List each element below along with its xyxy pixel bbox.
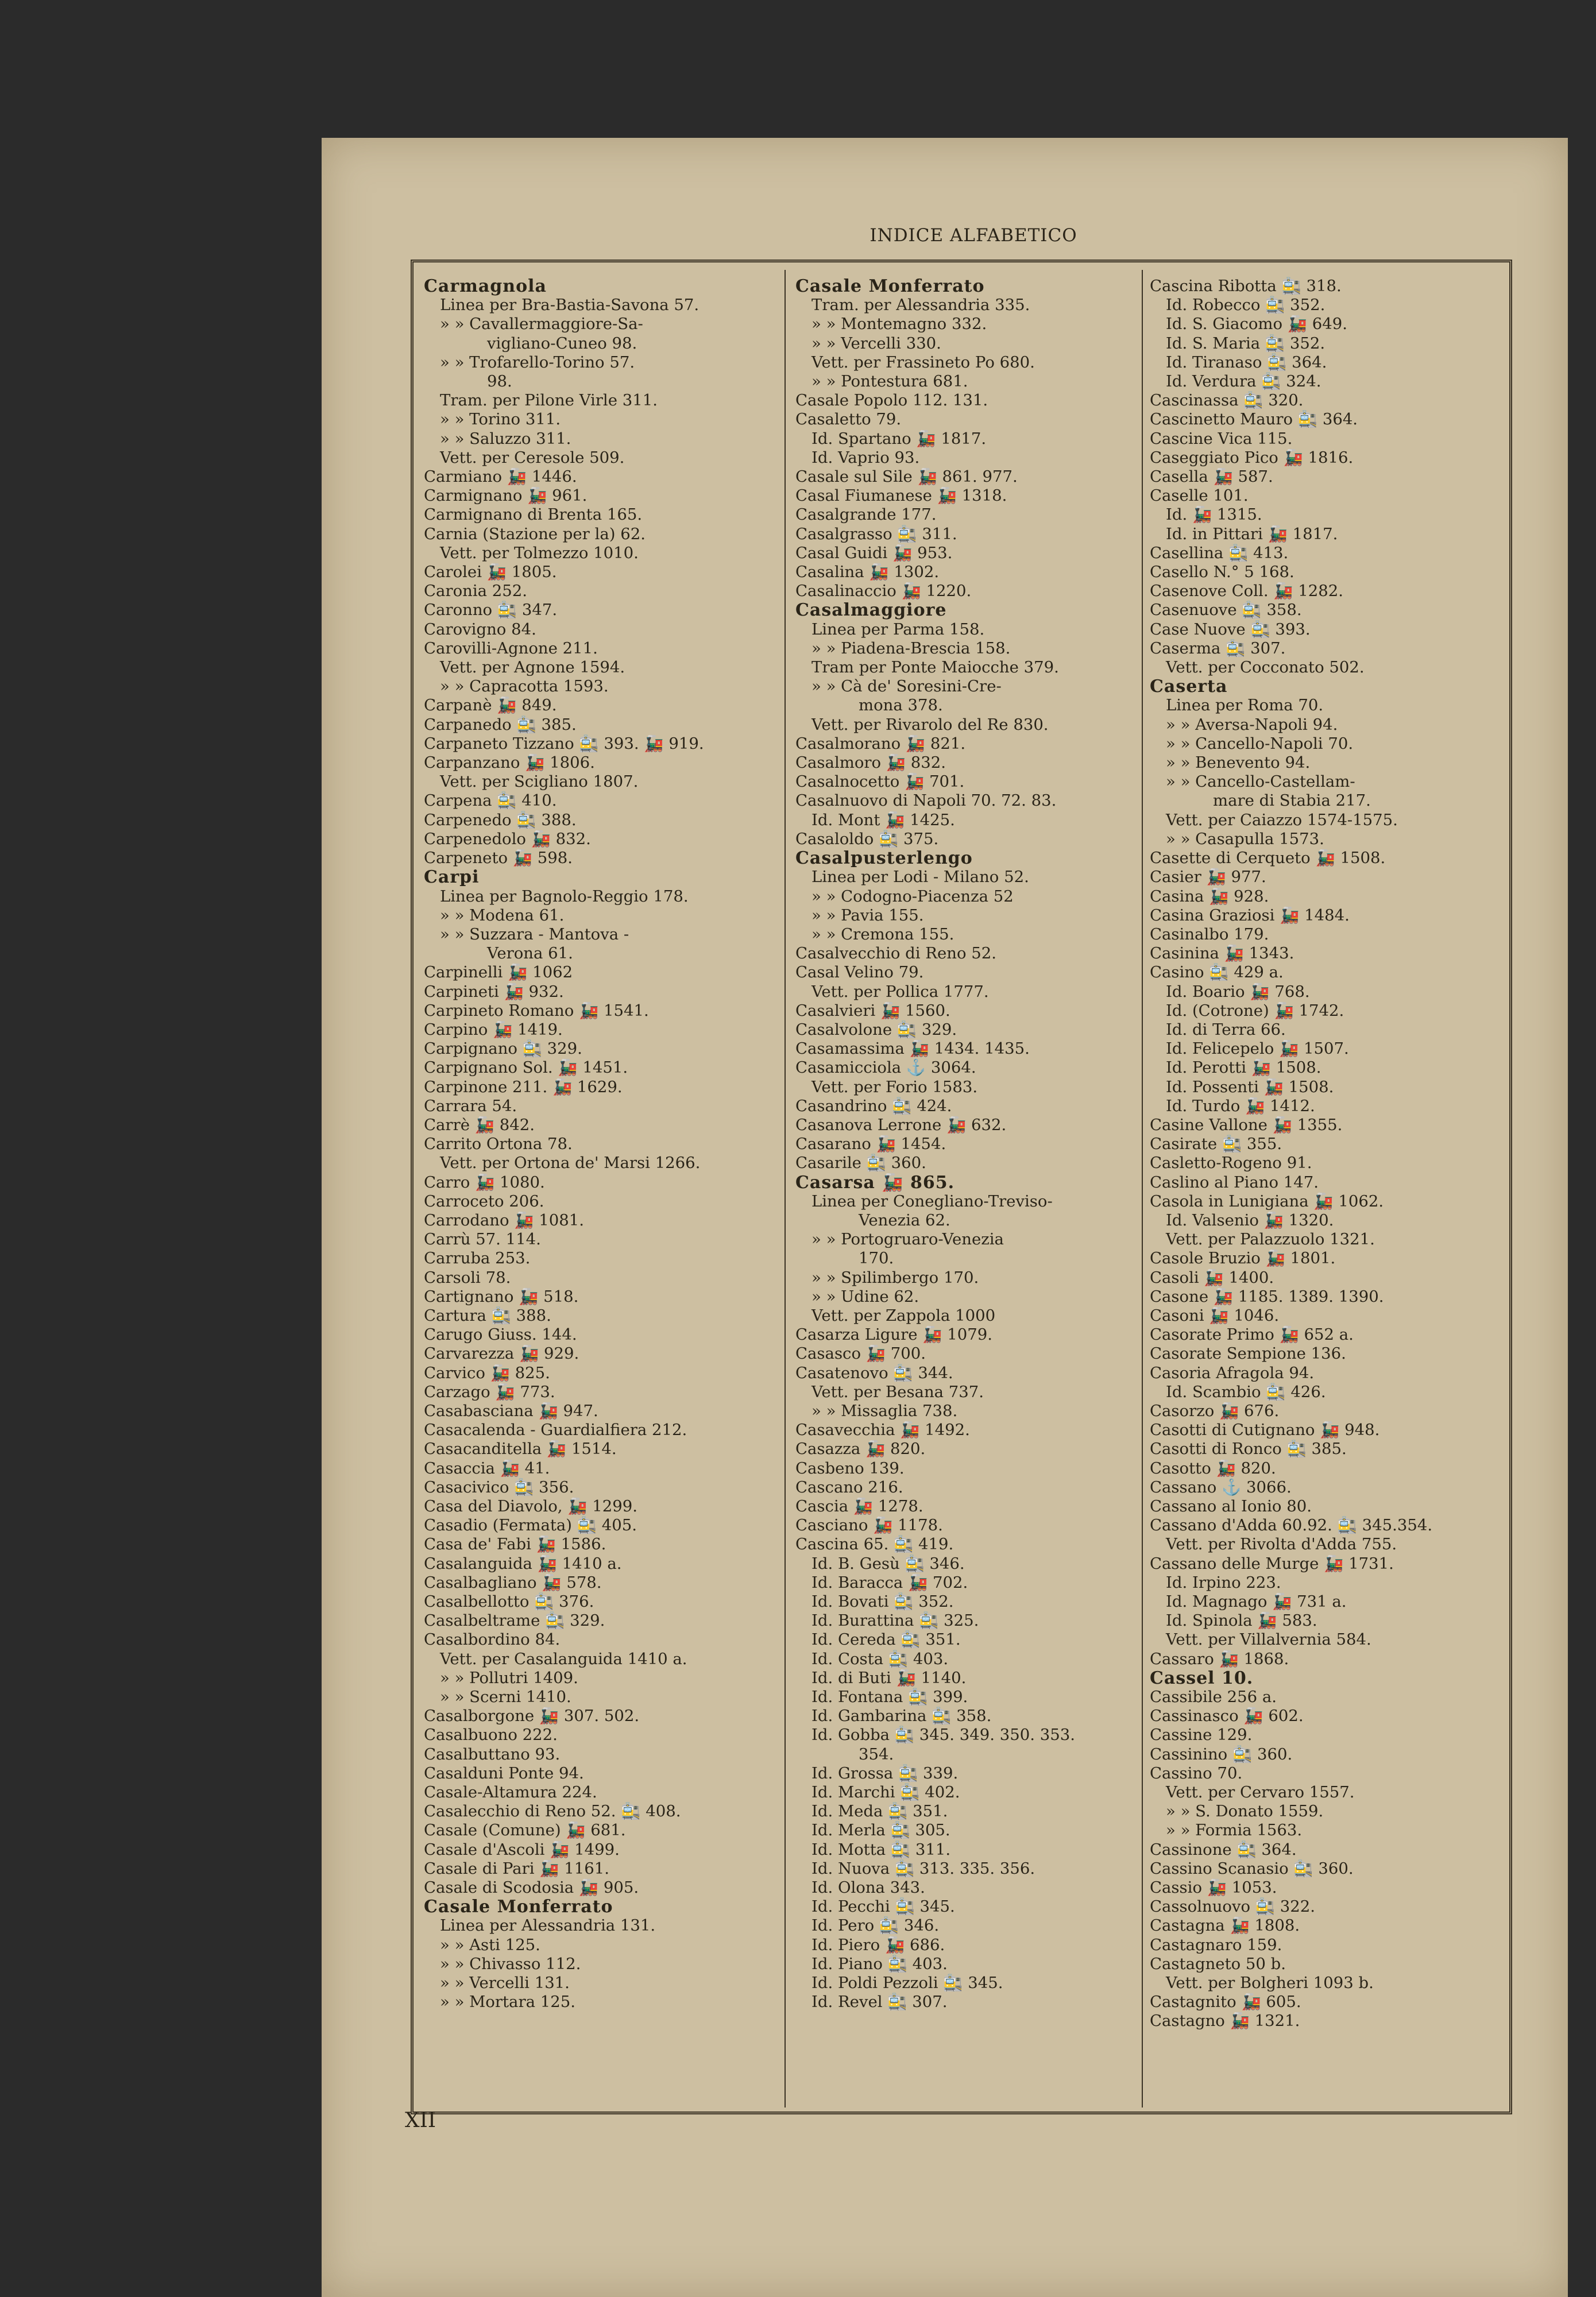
- index-entry: Id. Vaprio 93.: [811, 448, 920, 467]
- index-entry: Carvico 🚂 825.: [424, 1363, 550, 1382]
- index-entry: Id. Merla 🚉 305.: [811, 1821, 950, 1840]
- index-entry: Casale Popolo 112. 131.: [795, 391, 988, 410]
- index-entry: Cassaro 🚂 1868.: [1150, 1649, 1289, 1668]
- index-entry: Castagnaro 159.: [1150, 1935, 1282, 1954]
- index-entry: Casalbellotto 🚉 376.: [424, 1592, 594, 1611]
- index-entry: Cassio 🚂 1053.: [1150, 1878, 1277, 1897]
- index-entry: » » Capracotta 1593.: [440, 677, 609, 696]
- index-entry: Carsoli 78.: [424, 1268, 511, 1287]
- index-entry: Casorate Primo 🚂 652 a.: [1150, 1325, 1354, 1344]
- index-column-2: [795, 277, 1134, 2012]
- index-entry: Carpignano Sol. 🚂 1451.: [424, 1058, 628, 1077]
- index-entry: » » Torino 311.: [440, 410, 561, 429]
- index-entry: Id. Fontana 🚉 399.: [811, 1688, 968, 1707]
- index-entry: Casoria Afragola 94.: [1150, 1363, 1315, 1382]
- index-entry: Id. (Cotrone) 🚂 1742.: [1166, 1001, 1344, 1020]
- index-entry: » » Cancello-Castellam-: [1166, 772, 1355, 791]
- index-entry: Vett. per Besana 737.: [811, 1382, 984, 1401]
- index-entry: Cascinassa 🚉 320.: [1150, 391, 1304, 410]
- index-heading: Casalpusterlengo: [795, 849, 973, 868]
- index-entry: Casalecchio di Reno 52. 🚉 408.: [424, 1802, 681, 1821]
- index-entry: » » Chivasso 112.: [440, 1954, 581, 1973]
- index-entry: Vett. per Tolmezzo 1010.: [440, 543, 639, 562]
- index-entry: Casamicciola ⚓ 3064.: [795, 1058, 976, 1077]
- index-entry: Linea per Parma 158.: [811, 620, 985, 639]
- index-entry: Casarza Ligure 🚂 1079.: [795, 1325, 992, 1344]
- index-entry: » » Missaglia 738.: [811, 1401, 958, 1420]
- index-entry: mona 378.: [859, 696, 943, 715]
- index-entry: Id. Boario 🚂 768.: [1166, 982, 1310, 1001]
- index-entry: » » Piadena-Brescia 158.: [811, 639, 1011, 658]
- index-entry: » » Udine 62.: [811, 1287, 919, 1306]
- index-entry: Cassibile 256 a.: [1150, 1688, 1277, 1707]
- index-entry: Id. Cereda 🚉 351.: [811, 1630, 961, 1649]
- index-entry: Id. in Pittari 🚂 1817.: [1166, 524, 1338, 543]
- index-entry: Vett. per Frassineto Po 680.: [811, 353, 1035, 372]
- index-entry: Id. Pecchi 🚉 345.: [811, 1897, 955, 1916]
- index-entry: » » Modena 61.: [440, 906, 565, 925]
- index-entry: Id. 🚂 1315.: [1166, 505, 1262, 524]
- index-entry: Casal Fiumanese 🚂 1318.: [795, 486, 1007, 505]
- index-entry: Casirate 🚉 355.: [1150, 1135, 1282, 1154]
- index-entry: Carpaneto Tizzano 🚉 393. 🚂 919.: [424, 734, 704, 753]
- index-entry: Id. Baracca 🚂 702.: [811, 1573, 968, 1592]
- index-entry: Castagneto 50 b.: [1150, 1954, 1286, 1973]
- index-entry: 170.: [859, 1249, 894, 1268]
- index-entry: Vett. per Forio 1583.: [811, 1077, 978, 1096]
- index-entry: Casenuove 🚉 358.: [1150, 601, 1302, 620]
- index-entry: Casotto 🚂 820.: [1150, 1459, 1276, 1478]
- index-heading: Casale Monferrato: [424, 1897, 613, 1917]
- index-entry: » » Asti 125.: [440, 1935, 540, 1954]
- column-divider: [1142, 270, 1143, 2107]
- index-column-3: [1150, 277, 1494, 2031]
- index-entry: » » Spilimbergo 170.: [811, 1268, 979, 1287]
- index-entry: Casalvolone 🚉 329.: [795, 1020, 957, 1039]
- index-entry: vigliano-Cuneo 98.: [487, 334, 637, 353]
- index-entry: Id. Felicepelo 🚂 1507.: [1166, 1039, 1349, 1058]
- index-entry: Casette di Cerqueto 🚂 1508.: [1150, 849, 1386, 868]
- index-entry: » » Pontestura 681.: [811, 372, 968, 391]
- index-entry: Cassano d'Adda 60.92. 🚉 345.354.: [1150, 1516, 1433, 1535]
- index-entry: Casalmorano 🚂 821.: [795, 734, 966, 753]
- index-entry: Cassolnuovo 🚉 322.: [1150, 1897, 1316, 1916]
- index-entry: Id. Grossa 🚉 339.: [811, 1764, 959, 1782]
- index-entry: Castagna 🚂 1808.: [1150, 1916, 1300, 1935]
- index-entry: Carpino 🚂 1419.: [424, 1020, 563, 1039]
- index-entry: Casale-Altamura 224.: [424, 1783, 597, 1802]
- index-entry: Id. Magnago 🚂 731 a.: [1166, 1592, 1347, 1611]
- index-entry: Castagnito 🚂 605.: [1150, 1993, 1301, 2012]
- index-entry: Verona 61.: [487, 944, 573, 963]
- index-entry: Id. S. Maria 🚉 352.: [1166, 334, 1326, 353]
- index-entry: Vett. per Cocconato 502.: [1166, 658, 1365, 677]
- index-entry: » » Saluzzo 311.: [440, 429, 571, 448]
- index-entry: Id. Spinola 🚂 583.: [1166, 1611, 1317, 1630]
- index-entry: Cassano ⚓ 3066.: [1150, 1478, 1292, 1496]
- index-entry: Casa de' Fabi 🚂 1586.: [424, 1535, 606, 1554]
- index-entry: Casotti di Cutignano 🚂 948.: [1150, 1421, 1380, 1440]
- index-entry: Linea per Roma 70.: [1166, 696, 1324, 715]
- index-entry: Casal Velino 79.: [795, 963, 924, 982]
- index-entry: Id. Nuova 🚉 313. 335. 356.: [811, 1859, 1035, 1878]
- index-entry: Id. Motta 🚉 311.: [811, 1840, 951, 1859]
- index-entry: Carvarezza 🚂 929.: [424, 1344, 579, 1363]
- index-entry: Caronia 252.: [424, 582, 528, 601]
- index-entry: Casarano 🚂 1454.: [795, 1135, 946, 1154]
- index-entry: Id. di Buti 🚂 1140.: [811, 1668, 967, 1687]
- index-entry: Vett. per Palazzuolo 1321.: [1166, 1230, 1375, 1249]
- index-entry: Carrodano 🚂 1081.: [424, 1211, 585, 1229]
- index-entry: Casale sul Sile 🚂 861. 977.: [795, 467, 1018, 486]
- index-entry: Linea per Bagnolo-Reggio 178.: [440, 887, 689, 906]
- index-entry: Id. Perotti 🚂 1508.: [1166, 1058, 1321, 1077]
- index-entry: Casalanguida 🚂 1410 a.: [424, 1554, 622, 1573]
- index-entry: Cascina Ribotta 🚉 318.: [1150, 277, 1342, 295]
- index-entry: Casale di Pari 🚂 1161.: [424, 1859, 609, 1878]
- index-entry: Casamassima 🚂 1434. 1435.: [795, 1039, 1030, 1058]
- index-entry: Carovigno 84.: [424, 620, 536, 639]
- index-entry: Casalina 🚂 1302.: [795, 563, 940, 582]
- index-entry: Carpanè 🚂 849.: [424, 696, 557, 715]
- index-entry: Carro 🚂 1080.: [424, 1173, 545, 1192]
- index-entry: Carolei 🚂 1805.: [424, 563, 557, 582]
- index-entry: Carpinone 211. 🚂 1629.: [424, 1077, 623, 1096]
- index-column-1: [424, 277, 775, 2012]
- index-entry: Casadio (Fermata) 🚉 405.: [424, 1516, 637, 1535]
- index-heading: Caserta: [1150, 677, 1228, 697]
- index-entry: Casacivico 🚉 356.: [424, 1478, 574, 1496]
- index-entry: Carpineti 🚂 932.: [424, 982, 564, 1001]
- index-entry: » » Portogruaro-Venezia: [811, 1230, 1004, 1249]
- index-entry: Id. Possenti 🚂 1508.: [1166, 1077, 1334, 1096]
- index-entry: » » Pollutri 1409.: [440, 1668, 578, 1687]
- index-entry: Id. Tiranaso 🚉 364.: [1166, 353, 1327, 372]
- index-entry: Casello N.° 5 168.: [1150, 563, 1294, 582]
- index-heading: Cassel 10.: [1150, 1668, 1254, 1688]
- index-entry: Casalvecchio di Reno 52.: [795, 944, 997, 963]
- index-entry: Id. Bovati 🚉 352.: [811, 1592, 954, 1611]
- index-entry: Id. B. Gesù 🚉 346.: [811, 1554, 965, 1573]
- index-entry: Carnia (Stazione per la) 62.: [424, 524, 646, 543]
- index-entry: » » Formia 1563.: [1166, 1821, 1303, 1840]
- index-entry: Casino 🚉 429 a.: [1150, 963, 1284, 982]
- index-entry: Carzago 🚂 773.: [424, 1382, 555, 1401]
- page-header: INDICE ALFABETICO: [870, 225, 1077, 246]
- index-entry: Cartura 🚉 388.: [424, 1306, 551, 1325]
- index-entry: Casola in Lunigiana 🚂 1062.: [1150, 1192, 1384, 1211]
- index-entry: Casale d'Ascoli 🚂 1499.: [424, 1840, 620, 1859]
- index-entry: Casalbordino 84.: [424, 1630, 561, 1649]
- index-entry: Casotti di Ronco 🚉 385.: [1150, 1440, 1347, 1459]
- index-entry: Carmiano 🚂 1446.: [424, 467, 577, 486]
- index-entry: Carrè 🚂 842.: [424, 1115, 535, 1134]
- index-entry: Linea per Conegliano-Treviso-: [811, 1192, 1053, 1211]
- index-entry: mare di Stabia 217.: [1213, 791, 1371, 810]
- index-entry: Id. Marchi 🚉 402.: [811, 1783, 960, 1802]
- index-entry: Id. Turdo 🚂 1412.: [1166, 1096, 1315, 1115]
- index-entry: Carmignano 🚂 961.: [424, 486, 588, 505]
- index-entry: Id. Piero 🚂 686.: [811, 1935, 945, 1954]
- index-entry: Casatenovo 🚉 344.: [795, 1363, 953, 1382]
- index-entry: Carpenedolo 🚂 832.: [424, 829, 591, 848]
- index-entry: Caserma 🚉 307.: [1150, 639, 1286, 658]
- index-entry: Id. Verdura 🚉 324.: [1166, 372, 1321, 391]
- index-entry: Casciano 🚂 1178.: [795, 1516, 943, 1535]
- index-entry: Id. Gambarina 🚉 358.: [811, 1707, 992, 1726]
- index-entry: Cassino 70.: [1150, 1764, 1243, 1782]
- index-entry: Casa del Diavolo, 🚂 1299.: [424, 1497, 637, 1515]
- index-entry: Carroceto 206.: [424, 1192, 544, 1211]
- index-entry: Carpanzano 🚂 1806.: [424, 753, 595, 772]
- index-entry: Vett. per Caiazzo 1574-1575.: [1166, 810, 1398, 829]
- index-entry: Cascine Vica 115.: [1150, 429, 1293, 448]
- index-entry: » » Vercelli 330.: [811, 334, 941, 353]
- index-entry: Casellina 🚉 413.: [1150, 543, 1289, 562]
- index-entry: Vett. per Scigliano 1807.: [440, 772, 639, 791]
- index-entry: Cascina 65. 🚉 419.: [795, 1535, 954, 1554]
- index-entry: Carmignano di Brenta 165.: [424, 505, 643, 524]
- index-entry: Vett. per Casalanguida 1410 a.: [440, 1649, 687, 1668]
- index-entry: » » Mortara 125.: [440, 1993, 575, 2012]
- index-entry: Cassinino 🚉 360.: [1150, 1745, 1293, 1764]
- index-entry: Casalborgone 🚂 307. 502.: [424, 1707, 640, 1726]
- index-entry: Vett. per Zappola 1000: [811, 1306, 996, 1325]
- index-entry: Caslino al Piano 147.: [1150, 1173, 1319, 1192]
- index-entry: Casina 🚂 928.: [1150, 887, 1269, 906]
- index-entry: Casasco 🚂 700.: [795, 1344, 926, 1363]
- index-entry: Carrù 57. 114.: [424, 1230, 541, 1249]
- page-number: XII: [405, 2109, 436, 2132]
- index-entry: » » Cà de' Soresini-Cre-: [811, 677, 1002, 696]
- index-entry: Casavecchia 🚂 1492.: [795, 1421, 970, 1440]
- index-entry: Carpignano 🚉 329.: [424, 1039, 582, 1058]
- index-entry: Carrito Ortona 78.: [424, 1135, 573, 1154]
- index-entry: Carpinelli 🚂 1062: [424, 963, 573, 982]
- index-entry: 98.: [487, 372, 512, 391]
- index-entry: Casacanditella 🚂 1514.: [424, 1440, 617, 1459]
- index-entry: Casalduni Ponte 94.: [424, 1764, 584, 1782]
- index-entry: Carpanedo 🚉 385.: [424, 715, 577, 734]
- index-entry: Id. Valsenio 🚂 1320.: [1166, 1211, 1334, 1229]
- index-entry: Id. Mont 🚂 1425.: [811, 810, 955, 829]
- index-heading: Carpi: [424, 868, 480, 887]
- index-entry: Casaccia 🚂 41.: [424, 1459, 550, 1478]
- index-entry: » » Scerni 1410.: [440, 1688, 571, 1707]
- index-entry: Casazza 🚂 820.: [795, 1440, 926, 1459]
- index-entry: Cassino Scanasio 🚉 360.: [1150, 1859, 1354, 1878]
- index-entry: Casalgrande 177.: [795, 505, 937, 524]
- index-entry: 354.: [859, 1745, 894, 1764]
- index-entry: Id. Robecco 🚉 352.: [1166, 296, 1326, 315]
- index-entry: Cascia 🚂 1278.: [795, 1497, 923, 1515]
- index-entry: » » S. Donato 1559.: [1166, 1802, 1324, 1821]
- index-entry: » » Cancello-Napoli 70.: [1166, 734, 1354, 753]
- index-entry: Casine Vallone 🚂 1355.: [1150, 1115, 1343, 1134]
- index-entry: Id. Spartano 🚂 1817.: [811, 429, 987, 448]
- index-entry: » » Codogno-Piacenza 52: [811, 887, 1014, 906]
- index-entry: » » Cavallermaggiore-Sa-: [440, 315, 643, 334]
- index-entry: Cassano delle Murge 🚂 1731.: [1150, 1554, 1394, 1573]
- index-heading: Casarsa 🚂 865.: [795, 1173, 955, 1192]
- index-entry: Casalinaccio 🚂 1220.: [795, 582, 972, 601]
- index-entry: Casacalenda - Guardialfiera 212.: [424, 1421, 687, 1440]
- index-entry: Caronno 🚉 347.: [424, 601, 558, 620]
- index-entry: Casabasciana 🚂 947.: [424, 1401, 598, 1420]
- index-entry: Linea per Alessandria 131.: [440, 1916, 656, 1935]
- index-entry: Casalgrasso 🚉 311.: [795, 524, 957, 543]
- index-entry: Id. Revel 🚉 307.: [811, 1993, 948, 2012]
- index-entry: Carpineto Romano 🚂 1541.: [424, 1001, 649, 1020]
- index-entry: Carpenedo 🚉 388.: [424, 810, 577, 829]
- index-entry: Vett. per Bolgheri 1093 b.: [1166, 1974, 1374, 1993]
- index-entry: Casier 🚂 977.: [1150, 868, 1266, 887]
- index-entry: Id. Poldi Pezzoli 🚉 345.: [811, 1974, 1003, 1993]
- index-entry: Casella 🚂 587.: [1150, 467, 1273, 486]
- index-entry: Id. S. Giacomo 🚂 649.: [1166, 315, 1347, 334]
- index-entry: Casone 🚂 1185. 1389. 1390.: [1150, 1287, 1384, 1306]
- index-entry: Casale di Scodosia 🚂 905.: [424, 1878, 639, 1897]
- index-entry: Casbeno 139.: [795, 1459, 905, 1478]
- index-entry: Casaloldo 🚉 375.: [795, 829, 939, 848]
- index-entry: » » Trofarello-Torino 57.: [440, 353, 635, 372]
- index-entry: Id. Costa 🚉 403.: [811, 1649, 949, 1668]
- index-entry: Case Nuove 🚉 393.: [1150, 620, 1311, 639]
- index-entry: Casalnocetto 🚂 701.: [795, 772, 965, 791]
- index-entry: Id. Irpino 223.: [1166, 1573, 1281, 1592]
- index-entry: Caseggiato Pico 🚂 1816.: [1150, 448, 1354, 467]
- index-entry: Casaletto 79.: [795, 410, 902, 429]
- index-entry: Carugo Giuss. 144.: [424, 1325, 577, 1344]
- index-entry: Cassinasco 🚂 602.: [1150, 1707, 1304, 1726]
- index-entry: Linea per Bra-Bastia-Savona 57.: [440, 296, 700, 315]
- index-entry: Casorate Sempione 136.: [1150, 1344, 1346, 1363]
- index-entry: Casal Guidi 🚂 953.: [795, 543, 953, 562]
- index-entry: » » Benevento 94.: [1166, 753, 1311, 772]
- index-entry: Casandrino 🚉 424.: [795, 1096, 952, 1115]
- index-entry: Casalbagliano 🚂 578.: [424, 1573, 602, 1592]
- index-entry: Casalmoro 🚂 832.: [795, 753, 946, 772]
- index-heading: Casale Monferrato: [795, 277, 985, 296]
- index-entry: » » Cremona 155.: [811, 925, 954, 943]
- index-entry: Casoni 🚂 1046.: [1150, 1306, 1280, 1325]
- index-entry: Casalvieri 🚂 1560.: [795, 1001, 950, 1020]
- index-entry: Vett. per Agnone 1594.: [440, 658, 625, 677]
- index-entry: Casale (Comune) 🚂 681.: [424, 1821, 626, 1840]
- index-entry: Id. Pero 🚉 346.: [811, 1916, 940, 1935]
- index-entry: Id. Scambio 🚉 426.: [1166, 1382, 1326, 1401]
- index-entry: Tram per Ponte Maiocche 379.: [811, 658, 1059, 677]
- index-entry: Id. di Terra 66.: [1166, 1020, 1286, 1039]
- index-entry: Casina Graziosi 🚂 1484.: [1150, 906, 1350, 925]
- index-entry: Casalbuono 222.: [424, 1726, 558, 1745]
- index-entry: Linea per Lodi - Milano 52.: [811, 868, 1029, 887]
- index-entry: Id. Meda 🚉 351.: [811, 1802, 948, 1821]
- index-entry: » » Aversa-Napoli 94.: [1166, 715, 1338, 734]
- index-entry: Casorzo 🚂 676.: [1150, 1401, 1280, 1420]
- index-entry: » » Vercelli 131.: [440, 1974, 570, 1993]
- index-entry: » » Pavia 155.: [811, 906, 924, 925]
- index-entry: Id. Piano 🚉 403.: [811, 1954, 948, 1973]
- index-entry: Id. Gobba 🚉 345. 349. 350. 353.: [811, 1726, 1075, 1745]
- index-entry: Casinalbo 179.: [1150, 925, 1269, 943]
- index-entry: Cassine 129.: [1150, 1726, 1253, 1745]
- index-entry: Casarile 🚉 360.: [795, 1154, 926, 1173]
- index-entry: Vett. per Ortona de' Marsi 1266.: [440, 1154, 701, 1173]
- index-entry: Cascano 216.: [795, 1478, 903, 1496]
- index-entry: Carrara 54.: [424, 1096, 517, 1115]
- index-entry: » » Casapulla 1573.: [1166, 829, 1324, 848]
- index-entry: Venezia 62.: [859, 1211, 950, 1229]
- index-entry: Vett. per Pollica 1777.: [811, 982, 989, 1001]
- index-entry: Casole Bruzio 🚂 1801.: [1150, 1249, 1336, 1268]
- index-entry: Vett. per Villalvernia 584.: [1166, 1630, 1371, 1649]
- index-entry: Castagno 🚂 1321.: [1150, 2012, 1300, 2031]
- index-entry: Vett. per Rivolta d'Adda 755.: [1166, 1535, 1397, 1554]
- index-entry: » » Montemagno 332.: [811, 315, 987, 334]
- index-heading: Casalmaggiore: [795, 601, 947, 620]
- index-entry: Casalnuovo di Napoli 70. 72. 83.: [795, 791, 1057, 810]
- index-entry: Cassano al Ionio 80.: [1150, 1497, 1312, 1515]
- index-entry: Carpena 🚉 410.: [424, 791, 557, 810]
- index-entry: Carpeneto 🚂 598.: [424, 849, 573, 868]
- index-entry: Carovilli-Agnone 211.: [424, 639, 598, 658]
- index-entry: Vett. per Rivarolo del Re 830.: [811, 715, 1049, 734]
- index-entry: Casoli 🚂 1400.: [1150, 1268, 1274, 1287]
- index-entry: Casletto-Rogeno 91.: [1150, 1154, 1312, 1173]
- index-entry: Casanova Lerrone 🚂 632.: [795, 1115, 1007, 1134]
- index-entry: Casalbeltrame 🚉 329.: [424, 1611, 605, 1630]
- index-entry: Cartignano 🚂 518.: [424, 1287, 579, 1306]
- index-entry: Casalbuttano 93.: [424, 1745, 561, 1764]
- index-entry: Carruba 253.: [424, 1249, 531, 1268]
- index-entry: Casenove Coll. 🚂 1282.: [1150, 582, 1344, 601]
- index-heading: Carmagnola: [424, 277, 547, 296]
- index-entry: Tram. per Pilone Virle 311.: [440, 391, 658, 410]
- index-entry: Casinina 🚂 1343.: [1150, 944, 1294, 963]
- index-entry: » » Suzzara - Mantova -: [440, 925, 629, 943]
- column-divider: [785, 270, 786, 2107]
- index-entry: Caselle 101.: [1150, 486, 1249, 505]
- index-entry: Cascinetto Mauro 🚉 364.: [1150, 410, 1358, 429]
- index-entry: Vett. per Ceresole 509.: [440, 448, 625, 467]
- index-entry: Id. Burattina 🚉 325.: [811, 1611, 979, 1630]
- index-entry: Vett. per Cervaro 1557.: [1166, 1783, 1355, 1802]
- index-entry: Id. Olona 343.: [811, 1878, 925, 1897]
- index-entry: Cassinone 🚉 364.: [1150, 1840, 1297, 1859]
- index-entry: Tram. per Alessandria 335.: [811, 296, 1030, 315]
